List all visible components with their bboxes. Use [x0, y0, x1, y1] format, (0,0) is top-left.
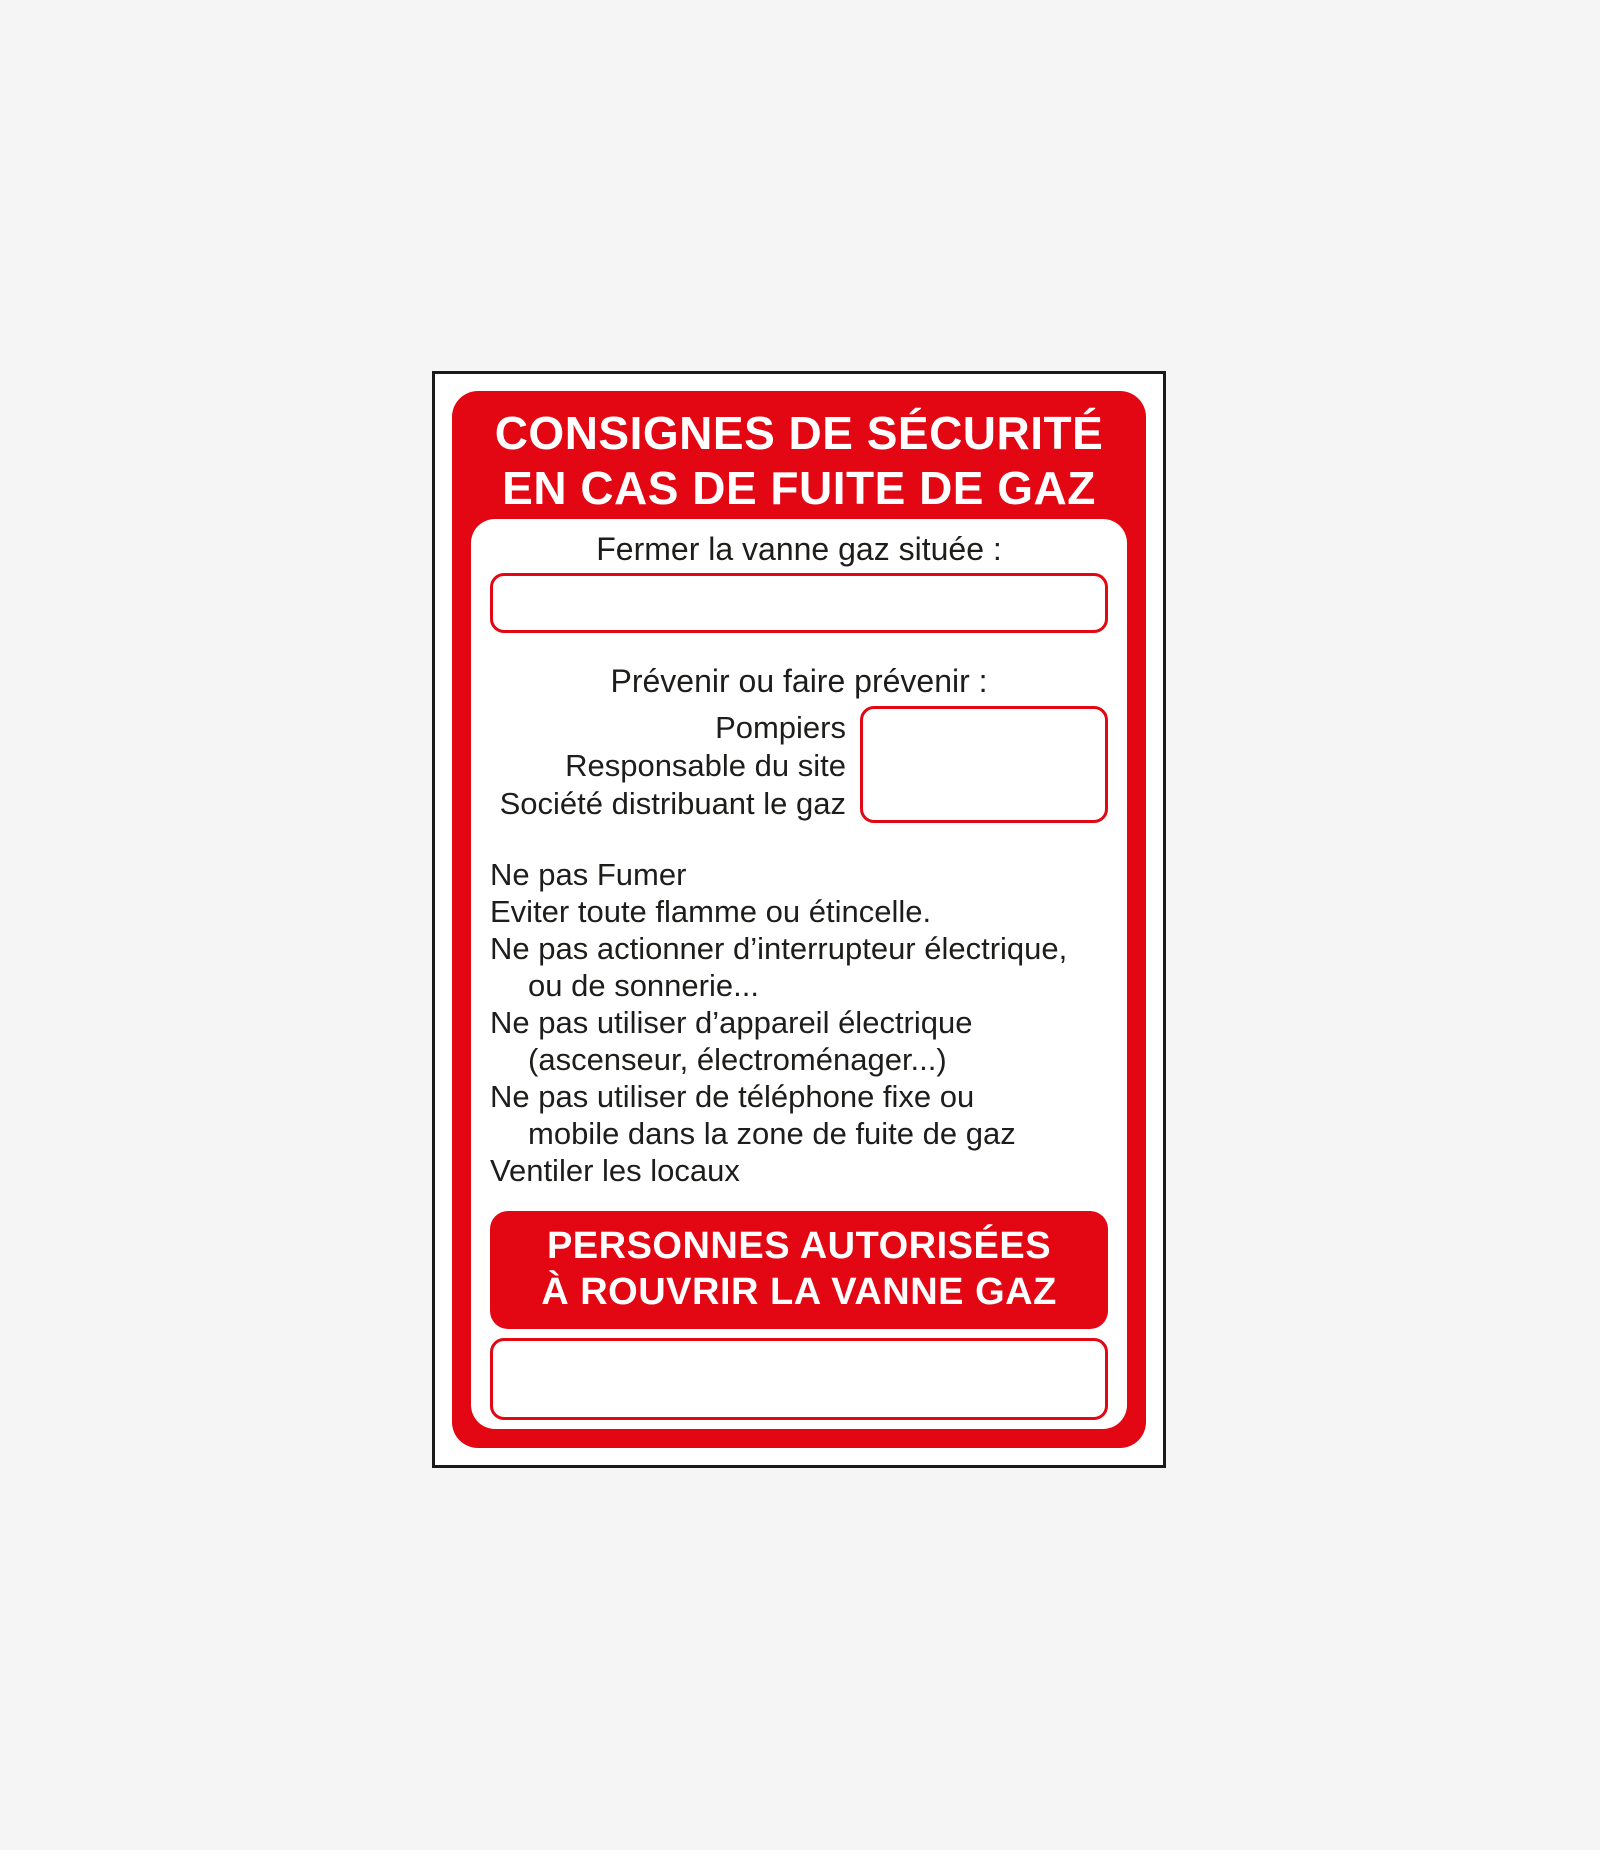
contact-site-manager: Responsable du site	[565, 748, 846, 783]
contact-firefighters: Pompiers	[715, 710, 846, 745]
sign-title	[452, 391, 1146, 516]
product-image-frame	[432, 371, 1166, 1468]
gas-safety-sign	[452, 391, 1146, 1448]
instruction-line-continuation: ou de sonnerie...	[528, 968, 759, 1003]
banner-line1: PERSONNES AUTORISÉES	[546, 1225, 1052, 1267]
instruction-line-continuation: (ascenseur, électroménager...)	[528, 1042, 947, 1077]
instruction-line: Ne pas utiliser de téléphone fixe ou	[490, 1079, 975, 1114]
contact-gas-company: Société distribuant le gaz	[499, 786, 846, 821]
sign-title-line1: CONSIGNES DE SÉCURITÉ	[494, 407, 1104, 459]
phone-numbers-write-box	[860, 706, 1108, 823]
instruction-line: Ne pas utiliser d’appareil électrique	[490, 1005, 973, 1040]
notify-heading: Prévenir ou faire prévenir :	[610, 663, 988, 699]
instruction-line: Ne pas actionner d’interrupteur électrique,	[490, 931, 1068, 966]
notify-row	[490, 706, 1108, 823]
authorized-persons-write-box	[490, 1338, 1108, 1420]
authorized-persons-banner	[490, 1211, 1108, 1329]
instruction-line: Ventiler les locaux	[490, 1153, 740, 1188]
sign-title-line2: EN CAS DE FUITE DE GAZ	[502, 462, 1096, 514]
banner-line2: À ROUVRIR LA VANNE GAZ	[541, 1271, 1057, 1313]
instructions-list	[490, 856, 1108, 1189]
close-valve-heading: Fermer la vanne gaz située :	[596, 531, 1002, 567]
valve-location-write-box	[490, 573, 1108, 633]
sign-body-panel	[471, 519, 1127, 1429]
instruction-line-continuation: mobile dans la zone de fuite de gaz	[528, 1116, 1016, 1151]
instruction-line: Ne pas Fumer	[490, 857, 687, 892]
instruction-line: Eviter toute flamme ou étincelle.	[490, 894, 932, 929]
notify-contacts	[490, 706, 846, 823]
